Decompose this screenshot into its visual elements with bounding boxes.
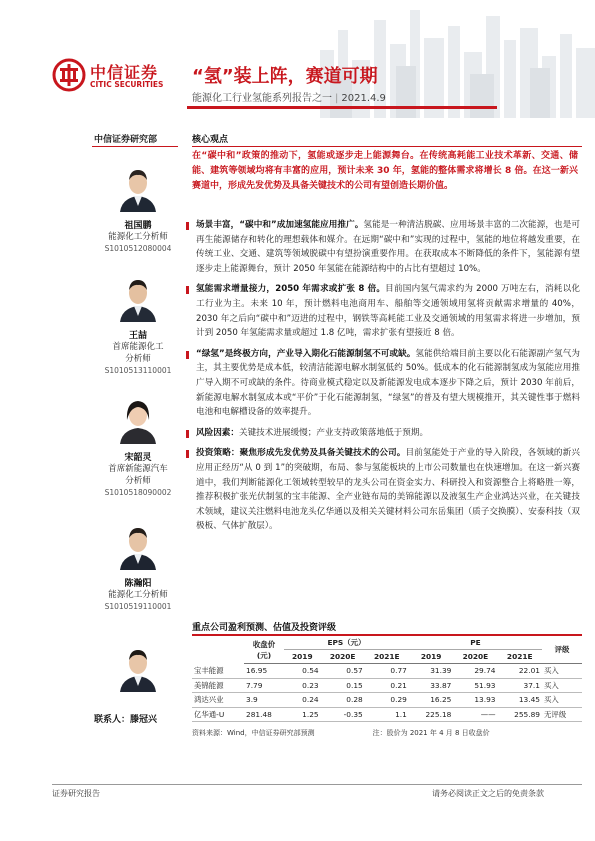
report-subtitle — [192, 89, 386, 104]
close-price: 3.9 — [244, 693, 284, 708]
pe-value: 29.74 — [453, 664, 497, 679]
key-points-list — [184, 218, 580, 540]
key-point — [184, 218, 580, 276]
earnings-forecast-table — [192, 636, 582, 722]
price-header-line2: (元) — [256, 650, 272, 660]
company-name: 美锦能源 — [192, 678, 244, 693]
eps-value: 0.29 — [365, 693, 409, 708]
header-band — [0, 0, 595, 118]
table-title: 重点公司盈利预测、估值及投资评级 — [192, 623, 337, 633]
pe-value: 13.93 — [453, 693, 497, 708]
pe-value: 31.39 — [409, 664, 454, 679]
table-row — [192, 707, 582, 722]
brand-name-cn: 中信证券 — [90, 63, 159, 82]
rating-value: 买入 — [542, 678, 582, 693]
eps-value: 0.15 — [321, 678, 365, 693]
table-header-year: 2021E — [365, 650, 409, 664]
analyst-id: S1010519110001 — [104, 602, 172, 611]
rating-value: 无评级 — [542, 707, 582, 722]
table-header-eps: EPS（元） — [284, 636, 409, 650]
table-header-year: 2019 — [409, 650, 454, 664]
pe-value: 51.93 — [453, 678, 497, 693]
analyst-id: S1010513110001 — [104, 366, 172, 375]
report-series: 能源化工行业氢能系列报告之一 — [192, 93, 332, 104]
key-point — [184, 282, 580, 340]
key-point-body: 氢能是一种清洁脱碳、应用场景丰富的二次能源，也是可再生能源储存和转化的理想载体和媒介。在远期“碳中和”实现的过程中，氢能的地位将越发重要，在传统工业、交通、建筑等领域脱碳中有望扮演重要作用。在获取成本不断降低的条件下，氢能源有望逐步走上能源舞台，预计 2050 年氢能在能源结构中的占比有望超过 10%。 — [196, 220, 580, 274]
analyst-name: 王喆 — [128, 331, 147, 341]
eps-value: 0.21 — [365, 678, 409, 693]
analyst-card — [92, 520, 184, 612]
key-point — [184, 347, 580, 420]
key-point-lead: “绿氢”是终极方向，产业导入期化石能源制氢不可或缺。 — [196, 348, 416, 359]
company-name: 宝丰能源 — [192, 664, 244, 679]
pe-value: —— — [453, 707, 497, 722]
analyst-role: 分析师 — [125, 476, 151, 486]
analyst-name: 祖国鹏 — [124, 221, 152, 231]
table-header-company — [192, 636, 244, 664]
contact-photo — [116, 642, 160, 692]
pe-value: 225.18 — [409, 707, 454, 722]
report-title: “氢”装上阵，赛道可期 — [192, 66, 378, 87]
footer-doc-type: 证券研究报告 — [52, 789, 100, 798]
analyst-photo — [116, 162, 160, 212]
citic-logo-icon — [52, 58, 86, 92]
table-header-year: 2021E — [497, 650, 542, 664]
analyst-role: 分析师 — [125, 354, 151, 364]
key-point — [184, 426, 580, 441]
table-header-year: 2020E — [453, 650, 497, 664]
eps-value: 0.57 — [321, 664, 365, 679]
eps-value: 1.1 — [365, 707, 409, 722]
title-underline — [187, 106, 497, 109]
analyst-photo — [116, 520, 160, 570]
key-point-lead: 氢能需求增量接力，2050 年需求或扩张 8 倍。 — [196, 284, 386, 295]
eps-value: 0.28 — [321, 693, 365, 708]
key-point-body: 关键技术进展缓慢；产业支持政策落地低于预期。 — [238, 427, 429, 438]
footer-disclaimer: 请务必阅读正文之后的免责条款 — [432, 789, 544, 798]
table-note: 注：股价为 2021 年 4 月 8 日收盘价 — [372, 729, 490, 737]
eps-value: 0.77 — [365, 664, 409, 679]
table-header-rating: 评级 — [542, 636, 582, 664]
pe-value: 13.45 — [497, 693, 542, 708]
pe-value: 22.01 — [497, 664, 542, 679]
eps-value: 0.24 — [284, 693, 321, 708]
pe-value: 33.87 — [409, 678, 454, 693]
eps-value: 1.25 — [284, 707, 321, 722]
analyst-id: S1010518090002 — [104, 488, 172, 497]
core-view-heading: 核心观点 — [192, 135, 229, 145]
eps-value: 0.54 — [284, 664, 321, 679]
key-point-body: 目前国内氢气需求约为 2000 万吨左右，消耗以化工行业为主。未来 10 年，预计燃料电池商用车、船舶等交通领域用氢将贡献需求增量的 40%，2030 年之后向“碳中和”迈进的过程中，钢铁等高耗能工业及交通领域的用氢需求将进一步增加，预计到 2050 年氢能需求量或超过 1.8 亿吨，需求扩张有望接近 8 倍。 — [196, 284, 580, 339]
dept-underline — [92, 146, 178, 147]
table-header-year: 2019 — [284, 650, 321, 664]
table-row — [192, 664, 582, 679]
key-point-body: 氢能供给端目前主要以化石能源副产氢气为主，其主要优势是成本低，较清洁能源电解水制氢低约 50%。低成本的化石能源制氢成为氢能应用推广导入期不可或缺的条件。待商业模式稳定以及新能源发电成本逐步下降之后，预计 2030 年前后，新能源电解水制氢成本或“平价”于化石能源制氢，“绿氢”的普及有望大规模推开，其关键性事于燃料电池和电解槽设备的效率提升。 — [196, 348, 580, 418]
table-header-price — [244, 636, 284, 664]
core-view-text: 在“碳中和”政策的推动下，氢能或逐步走上能源舞台。在传统高耗能工业技术革新、交通、储能、建筑等领域均将有丰富的应用，预计未来 30 年，氢能的整体需求将增长 8 倍。在这一新兴赛道中，形成先发优势及具备关键技术的公司有望创造长期价值。 — [192, 151, 578, 191]
pe-value: 37.1 — [497, 678, 542, 693]
table-row — [192, 678, 582, 693]
close-price: 16.95 — [244, 664, 284, 679]
analyst-card — [92, 162, 184, 254]
table-footnote — [192, 728, 490, 738]
analyst-photo — [116, 272, 160, 322]
analyst-id: S1010512080004 — [104, 244, 172, 253]
rating-value: 买入 — [542, 693, 582, 708]
research-dept-label: 中信证券研究部 — [94, 135, 158, 145]
company-name: 鸿达兴业 — [192, 693, 244, 708]
report-date: 2021.4.9 — [341, 93, 386, 104]
key-point-lead: 场景丰富，“碳中和”成加速氢能应用推广。 — [196, 220, 364, 230]
eps-value: 0.23 — [284, 678, 321, 693]
analyst-role: 首席新能源汽车 — [108, 464, 168, 474]
analyst-role: 能源化工分析师 — [108, 232, 168, 242]
analyst-card — [92, 272, 184, 376]
key-point-lead: 风险因素： — [196, 427, 239, 438]
key-point-body: 目前氢能处于产业的导入阶段，各领域的新兴应用正经历“从 0 到 1”的突破期，布局、参与氢能板块的上市公司数量也在快速增加。在这一新兴赛道中，我们判断能源化工领域转型较早的龙头公司在资金实力、科研投入和资源整合上将略胜一筹，推荐积极扩张光伏制氢的宝丰能源、全产业链布局的美锦能源以及液氢生产企业鸿达兴业，在关键技术领域，建议关注燃料电池龙头亿华通以及相关关键材料公司东岳集团（质子交换膜）、安泰科技（双极板、气体扩散层）。 — [196, 448, 580, 532]
pe-value: 255.89 — [497, 707, 542, 722]
core-view-underline — [192, 146, 582, 147]
analyst-role: 能源化工分析师 — [108, 590, 168, 600]
table-header-year: 2020E — [321, 650, 365, 664]
contact-person: 联系人：滕冠兴 — [94, 715, 158, 725]
eps-value: -0.35 — [321, 707, 365, 722]
close-price: 281.48 — [244, 707, 284, 722]
analyst-name: 宋韶灵 — [124, 453, 152, 463]
pe-value: 16.25 — [409, 693, 454, 708]
close-price: 7.79 — [244, 678, 284, 693]
table-header-pe: PE — [409, 636, 542, 650]
citic-logo — [52, 58, 182, 98]
contact-card — [92, 642, 184, 696]
price-header-line1: 收盘价 — [252, 639, 276, 649]
subtitle-separator: | — [335, 93, 339, 104]
brand-name-en: CITIC SECURITIES — [90, 80, 164, 89]
key-point — [184, 446, 580, 534]
analyst-card — [92, 394, 184, 498]
key-point-lead: 投资策略：聚焦形成先发优势及具备关键技术的公司。 — [196, 448, 406, 459]
footer-divider — [52, 784, 582, 785]
rating-value: 买入 — [542, 664, 582, 679]
analyst-name: 陈瀚阳 — [124, 579, 152, 589]
analyst-photo — [116, 394, 160, 444]
analyst-role: 首席能源化工 — [112, 342, 164, 352]
company-name: 亿华通-U — [192, 707, 244, 722]
table-source: 资料来源：Wind，中信证券研究部预测 — [192, 729, 315, 737]
table-row — [192, 693, 582, 708]
